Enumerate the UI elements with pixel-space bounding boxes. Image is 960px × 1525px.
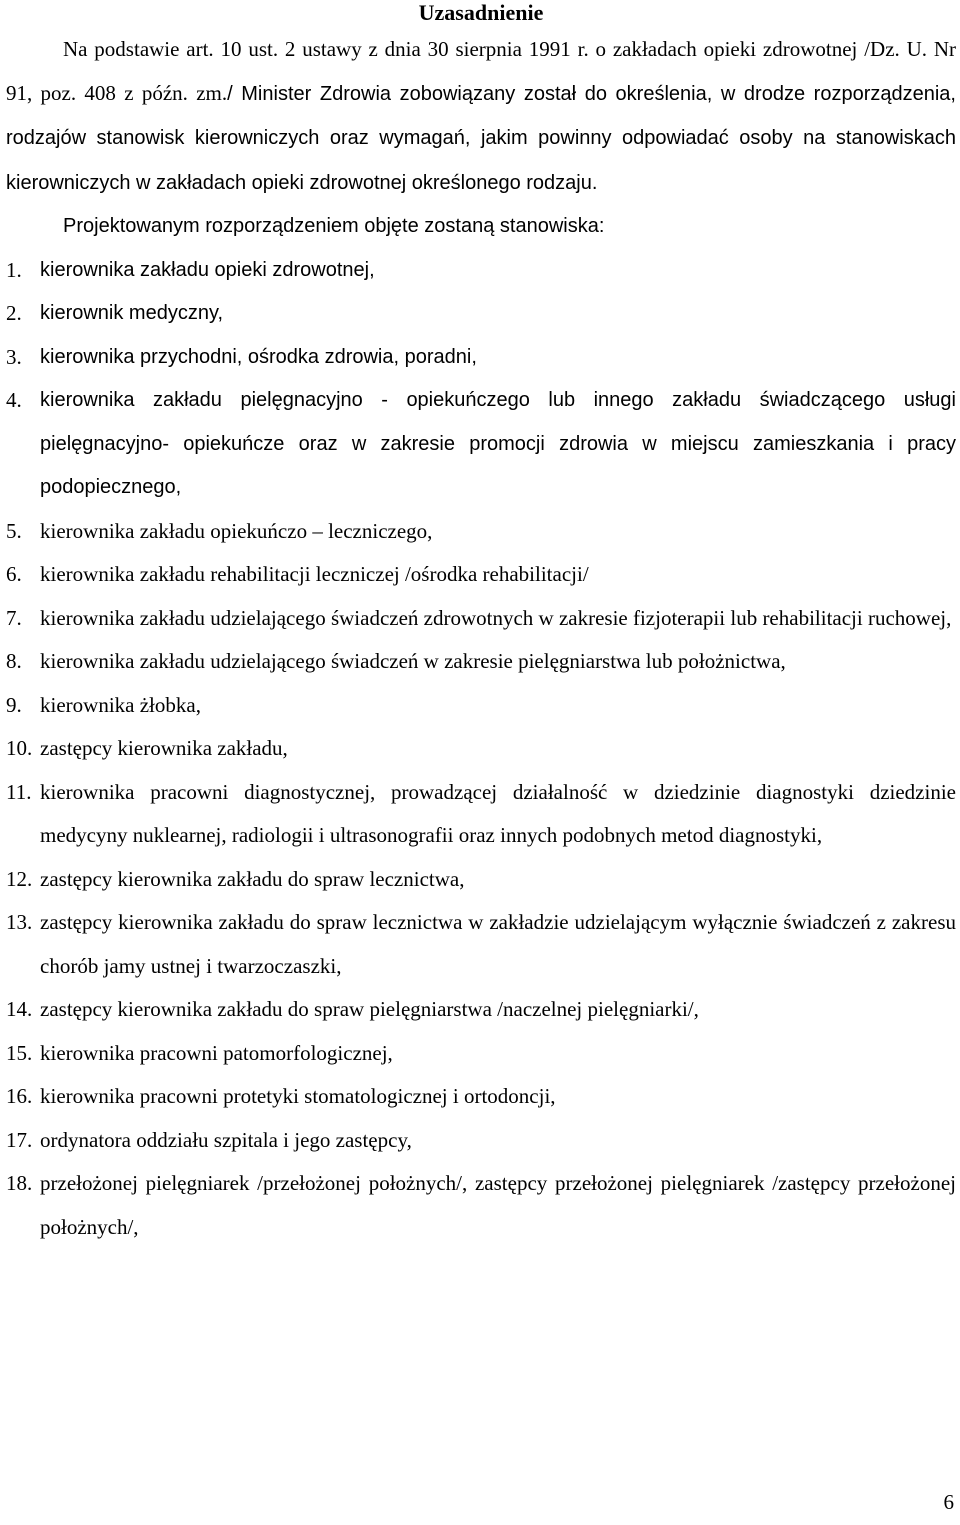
list-item xyxy=(6,901,956,988)
list-item-number: 5. xyxy=(6,518,22,543)
list-item-text: kierownika żłobka, xyxy=(40,692,201,717)
list-item-number: 16. xyxy=(6,1084,33,1108)
list-item-text: kierownika pracowni diagnostycznej, prowadzącej działalność w dziedzinie diagnostyki dziedzinie medycyny nuklearnej, radiologii i ultrasonografii oraz innych podobnych metod diagnostyki, xyxy=(40,779,956,847)
list-item-text: przełożonej pielęgniarek /przełożonej położnych/, zastępcy przełożonej pielęgniarek /zastępcy przełożonej położnych/, xyxy=(40,1171,956,1239)
list-item xyxy=(6,379,956,510)
list-item-number: 4. xyxy=(6,388,22,412)
list-item xyxy=(6,336,956,380)
list-item-text: zastępcy kierownika zakładu do spraw lecznictwa, xyxy=(40,866,465,891)
list-item xyxy=(6,1162,956,1249)
list-item-number: 7. xyxy=(6,605,22,630)
list-item-text: kierownika zakładu udzielającego świadczeń w zakresie pielęgniarstwa lub położnictwa, xyxy=(40,649,786,673)
positions-list xyxy=(6,249,956,1250)
list-item-text: zastępcy kierownika zakładu do spraw pielęgniarstwa /naczelnej pielęgniarki/, xyxy=(40,997,699,1021)
page-number: 6 xyxy=(943,1490,954,1514)
list-item xyxy=(6,553,956,597)
list-item-text: kierownika pracowni protetyki stomatologicznej i ortodoncji, xyxy=(40,1084,556,1108)
intro-legal-basis: Na podstawie art. 10 ust. 2 ustawy z dnia 30 sierpnia 1991 r. o zakładach opieki zdrowotnej /Dz. U. Nr 91, poz. 408 z późn. zm. xyxy=(6,37,956,105)
list-item xyxy=(6,292,956,336)
list-item-number: 3. xyxy=(6,344,22,369)
positions-lead-text: Projektowanym rozporządzeniem objęte zostaną stanowiska: xyxy=(63,215,605,237)
list-item xyxy=(6,771,956,858)
intro-ministry-obligation: / Minister Zdrowia zobowiązany został do określenia, w drodze rozporządzenia, rodzajów stanowisk kierowniczych oraz wymagań, jakim powinny odpowiadać osoby na stanowiskach kierowniczych w zakładach opieki zdrowotnej określonego rodzaju. xyxy=(6,82,956,194)
list-item-number: 9. xyxy=(6,692,22,717)
list-item-text: kierownika zakładu pielęgnacyjno - opiekuńczego lub innego zakładu świadczącego usługi pielęgnacyjno- opiekuńcze oraz w zakresie promocji zdrowia w miejscu zamieszkania i pracy podopiecznego, xyxy=(40,389,956,498)
list-item-number: 18. xyxy=(6,1171,33,1195)
list-item xyxy=(6,727,956,771)
list-item xyxy=(6,1032,956,1076)
list-item-text: kierownik medyczny, xyxy=(40,302,224,324)
list-item-number: 2. xyxy=(6,301,22,325)
list-item-text: zastępcy kierownika zakładu, xyxy=(40,736,288,760)
document-title: Uzasadnienie xyxy=(418,0,544,25)
document-page xyxy=(6,0,956,1249)
list-item-text: ordynatora oddziału szpitala i jego zastępcy, xyxy=(40,1127,412,1152)
list-item xyxy=(6,1075,956,1119)
list-item-text: zastępcy kierownika zakładu do spraw lecznictwa w zakładzie udzielającym wyłącznie świadczeń z zakresu chorób jamy ustnej i twarzoczaszki, xyxy=(40,910,956,978)
list-item-text: kierownika zakładu opiekuńczo – leczniczego, xyxy=(40,518,433,543)
list-item-number: 15. xyxy=(6,1040,33,1065)
list-item-text: kierownika przychodni, ośrodka zdrowia, poradni, xyxy=(40,345,477,368)
list-item xyxy=(6,249,956,293)
list-item-number: 13. xyxy=(6,910,33,934)
list-item xyxy=(6,988,956,1032)
list-item xyxy=(6,597,956,641)
list-item-number: 12. xyxy=(6,866,33,891)
list-item xyxy=(6,510,956,554)
list-item-number: 10. xyxy=(6,736,33,760)
list-item-number: 11. xyxy=(6,779,32,804)
list-item-number: 14. xyxy=(6,997,33,1021)
list-item-text: kierownika pracowni patomorfologicznej, xyxy=(40,1040,393,1065)
list-item xyxy=(6,858,956,902)
list-item-text: kierownika zakładu udzielającego świadczeń zdrowotnych w zakresie fizjoterapii lub rehabilitacji ruchowej, xyxy=(40,605,952,630)
list-item xyxy=(6,640,956,684)
list-item-number: 17. xyxy=(6,1127,33,1152)
list-item xyxy=(6,1119,956,1163)
list-item-text: kierownika zakładu rehabilitacji leczniczej /ośrodka rehabilitacji/ xyxy=(40,562,589,586)
list-item-number: 6. xyxy=(6,562,22,586)
intro-paragraph xyxy=(6,28,956,205)
list-item-number: 8. xyxy=(6,649,22,673)
list-item-text: kierownika zakładu opieki zdrowotnej, xyxy=(40,258,375,281)
list-item-number: 1. xyxy=(6,257,22,282)
list-item xyxy=(6,684,956,728)
